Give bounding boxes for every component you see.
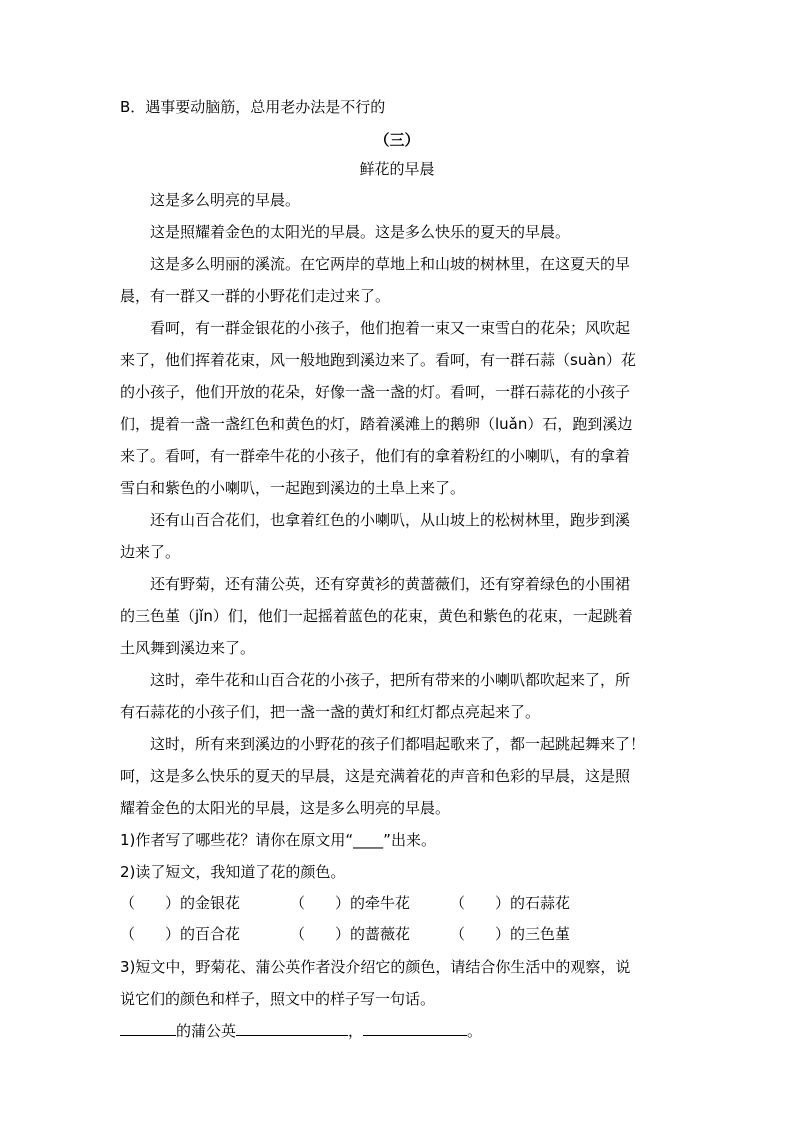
passage-line: 这时，所有来到溪边的小野花的孩子们都唱起歌来了，都一起跳起舞来了！ (150, 735, 646, 753)
question-3-line-1: 3)短文中，野菊花、蒲公英作者没介绍它的颜色，请结合你生活中的观察，说 (120, 958, 631, 976)
passage-line: 雪白和紫色的小喇叭，一起跑到溪边的土阜上来了。 (120, 479, 466, 497)
passage-line: 这是多么明亮的早晨。 (150, 191, 301, 209)
passage-line: 这时，牵牛花和山百合花的小孩子，把所有带来的小喇叭都吹起来了，所 (150, 671, 631, 689)
color-blank-lily[interactable]: （ ）的百合花 (120, 925, 241, 943)
passage-line: 们，提着一盏一盏红色和黄色的灯，踏着溪滩上的鹅卵（luǎn）石，跑到溪边 (120, 415, 633, 433)
passage-title: 鲜花的早晨 (359, 160, 435, 178)
passage-line: 有石蒜花的小孩子们，把一盏一盏的黄灯和红灯都点亮起来了。 (120, 703, 541, 721)
passage-line: 土风舞到溪边来了。 (120, 639, 256, 657)
answer-blank-description[interactable] (363, 1021, 467, 1036)
passage-line: 这是多么明丽的溪流。在它两岸的草地上和山坡的树林里，在这夏天的早 (150, 255, 631, 273)
passage-line: 的三色堇（jǐn）们，他们一起摇着蓝色的花束，黄色和紫色的花束，一起跳着 (120, 607, 633, 625)
passage-line: 呵，这是多么快乐的夏天的早晨，这是充满着花的声音和色彩的早晨，这是照 (120, 767, 631, 785)
section-number: （三） (374, 131, 420, 149)
passage-line: 晨，有一群又一群的小野花们走过来了。 (120, 287, 391, 305)
question-1: 1)作者写了哪些花？请你在原文用“____”出来。 (120, 831, 436, 849)
passage-line: 耀着金色的太阳光的早晨，这是多么明亮的早晨。 (120, 799, 451, 817)
color-blank-pansy[interactable]: （ ）的三色堇 (450, 925, 571, 943)
color-blank-morning-glory[interactable]: （ ）的牵牛花 (290, 894, 411, 912)
question-2: 2)读了短文，我知道了花的颜色。 (120, 863, 346, 881)
passage-line: 还有山百合花们，也拿着红色的小喇叭，从山坡上的松树林里，跑步到溪 (150, 511, 631, 529)
color-blank-lycoris[interactable]: （ ）的石蒜花 (450, 894, 571, 912)
passage-line: 来了。看呵，有一群牵牛花的小孩子，他们有的拿着粉红的小喇叭，有的拿着 (120, 447, 631, 465)
passage-line: 这是照耀着金色的太阳光的早晨。这是多么快乐的夏天的早晨。 (150, 223, 571, 241)
fill-text-dandelion: 的蒲公英 (176, 1022, 237, 1040)
answer-blank-appearance[interactable] (236, 1021, 348, 1036)
passage-line: 的小孩子，他们开放的花朵，好像一盏一盏的灯。看呵，一群石蒜花的小孩子 (120, 383, 631, 401)
passage-line: 边来了。 (120, 543, 181, 561)
color-blank-honeysuckle[interactable]: （ ）的金银花 (120, 894, 241, 912)
fill-sentence (120, 1021, 482, 1041)
answer-blank-color[interactable] (120, 1021, 176, 1036)
question-3-line-2: 说它们的颜色和样子，照文中的样子写一句话。 (120, 990, 436, 1008)
option-b-text: B．遇事要动脑筋，总用老办法是不行的 (120, 98, 386, 116)
passage-line: 来了，他们挥着花束，风一般地跑到溪边来了。看呵，有一群石蒜（suàn）花 (120, 351, 637, 369)
color-blank-rose[interactable]: （ ）的蔷薇花 (290, 925, 411, 943)
passage-line: 看呵，有一群金银花的小孩子，他们抱着一束又一束雪白的花朵；风吹起 (150, 319, 631, 337)
passage-line: 还有野菊，还有蒲公英，还有穿黄衫的黄蔷薇们，还有穿着绿色的小围裙 (150, 575, 631, 593)
fill-period: 。 (467, 1022, 483, 1040)
fill-comma: ， (348, 1022, 364, 1040)
